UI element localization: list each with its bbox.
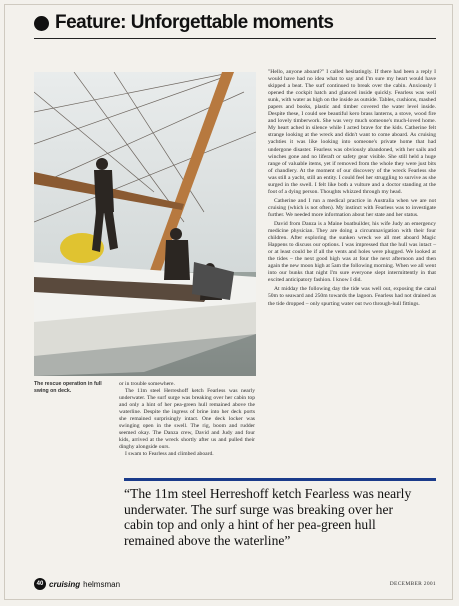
magazine-name-light: helmsman	[83, 579, 121, 589]
pull-quote: “The 11m steel Herreshoff ketch Fearless was nearly underwater. The surf surge was breaking over her cabin top and only a hint of her pea-green hull remained above the waterline”	[124, 486, 412, 548]
magazine-name-bold: cruising	[49, 579, 81, 589]
left-column	[119, 381, 255, 459]
paragraph: "Hello, anyone aboard?" I called hesitatingly. If there had been a reply I would have had no idea what to say and I'm sure my heart would have skipped a beat. The surf continued to break over the cabin. Anxiously I opened the cockpit hatch and glanced inside quickly. Fearless was well sunk, with water as high on the inside as outside. Tables, cushions, mashed papers and books, plastic and timber covered the water level inside. Despite these, I could see beautiful kero brass lanterns, a stove, wood fire and lovely timberwork. She was very much someone's much-loved home. My heart ached in silence while I acted brave for the kids. Catherine felt strange looking at the wreck and didn't want to come aboard. As cruising yachties it was like looking into someone's private home that had undergone disaster. Fearless was obviously abandoned, with her sails and winches gone and no liferaft or safety gear visible. She still held a huge range of valuable items, yet if removed from the whole they were just bits of chandlery. At the moment of our discovery of the wreck Fearless she was still a yacht, still an entity. I could feel her struggling to survive as she surged in the swell. I felt like both a vulture and a doctor standing at the foot of a dying person. Thoughts whizzed through my head.	[268, 69, 436, 195]
issue-date: DECEMBER 2001	[389, 581, 436, 587]
paragraph: The 11m steel Herreshoff ketch Fearless was nearly underwater. The surf surge was breaking over her cabin top and only a hint of her pea-green hull remained above the waterline. Despite the ingress of brine into her deck ports she remained surprisingly intact. One deck locker was swinging open in the swell. The rig, boom and rudder seemed okay. The Danza crew, David and Judy and four kids, arrived at the wreck shortly after us and pulled their dinghy alongside ours.	[119, 388, 255, 451]
footer-masthead	[34, 578, 120, 590]
rescue-photo	[34, 72, 256, 376]
paragraph: At midday the following day the tide was well out, exposing the canal 50m to seaward and 250m towards the lagoon. Fearless had not drained as the tide dropped – only spurting water out two through-hull fittings.	[268, 286, 436, 307]
right-column	[268, 69, 436, 308]
paragraph: Catherine and I run a medical practice in Australia when we are not cruising (which is not often). My instinct with Fearless was to investigate further. We needed more information about her state and her status.	[268, 197, 436, 218]
pull-quote-rule	[124, 478, 436, 481]
header-rule	[34, 38, 436, 39]
page-number: 40	[34, 578, 46, 590]
paragraph: or in trouble somewhere.	[119, 381, 175, 387]
bullet-icon	[34, 16, 49, 31]
paragraph: David from Danza is a Maine boatbuilder, his wife Judy an emergency medicine physician. They are doing a circumnavigation with their four children. After exploring the sunken wreck we all met aboard Magic Happens to discuss our options. I was impressed that the hull was intact – or at least could be if all the vents and holes were plugged. We looked at the tides – the next good high was at four the next afternoon and then again the new moon high at 5am the following morning. When we all went into our bunks that night I'm sure everyone slept intermittently in that excited anticipatory fashion. I know I did.	[268, 220, 436, 284]
feature-header	[34, 10, 333, 36]
page-footer	[34, 576, 436, 592]
feature-title: Feature: Unforgettable moments	[55, 12, 334, 33]
paragraph: I swam to Fearless and climbed aboard.	[125, 451, 214, 458]
photo-caption: The rescue operation in full swing on deck.	[34, 381, 102, 394]
